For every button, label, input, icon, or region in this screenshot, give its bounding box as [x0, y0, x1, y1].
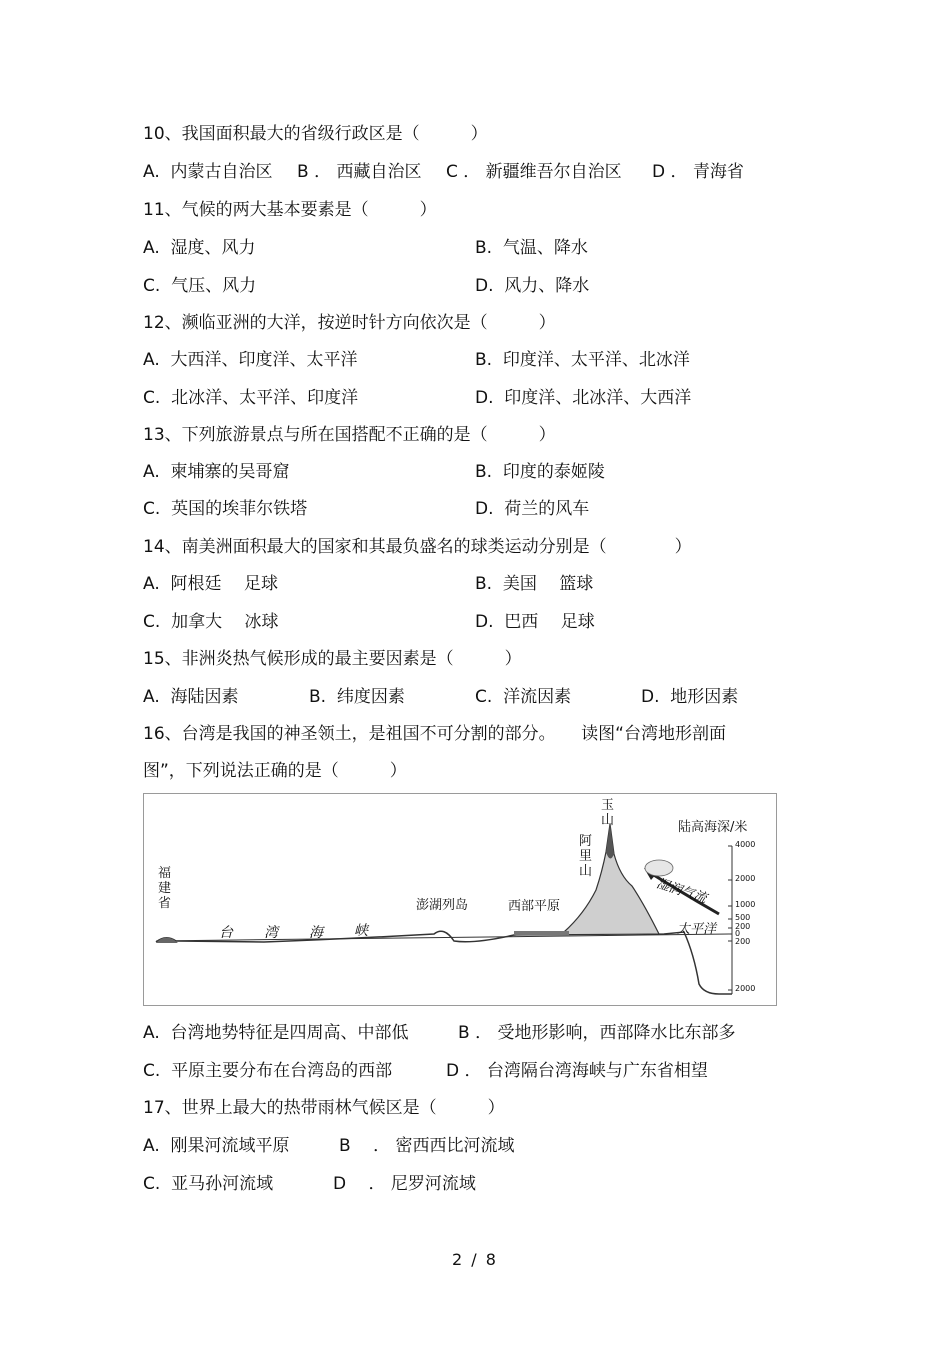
q15-option-a: A. 海陆因素 — [143, 687, 239, 707]
airflow-label: 湿润气流 — [654, 876, 709, 907]
pacific-label: 太平洋 — [677, 922, 717, 937]
q13-option-c: C. 英国的埃菲尔铁塔 — [143, 499, 308, 519]
alishan-label: 阿里山 — [579, 834, 593, 879]
sea-level-line — [156, 934, 729, 941]
east-seabed — [664, 932, 732, 994]
q12-option-b: B. 印度洋、太平洋、北冰洋 — [475, 350, 690, 370]
tick-label: 200 — [735, 937, 751, 946]
q16-option-c: C. 平原主要分布在台湾岛的西部 — [143, 1061, 393, 1081]
q13-option-b: B. 印度的泰姬陵 — [475, 462, 605, 482]
q10-option-d: D ． 青海省 — [652, 162, 744, 182]
q14-option-d: D. 巴西 足球 — [475, 612, 595, 632]
q17-stem: 17、世界上最大的热带雨林气候区是（ ） — [143, 1098, 505, 1118]
plain-label: 西部平原 — [508, 899, 561, 914]
tick-label: 4000 — [735, 840, 756, 849]
tick-label: 1000 — [735, 900, 756, 909]
q16-option-d: D ． 台湾隔台湾海峡与广东省相望 — [446, 1061, 708, 1081]
fujian-label: 福建省 — [158, 866, 172, 911]
q15-option-b: B. 纬度因素 — [309, 687, 405, 707]
q15-stem: 15、非洲炎热气候形成的最主要因素是（ ） — [143, 649, 522, 669]
q12-option-d: D. 印度洋、北冰洋、大西洋 — [475, 388, 692, 408]
q10-stem: 10、我国面积最大的省级行政区是（ ） — [143, 124, 488, 144]
page-number: 2 / 8 — [452, 1250, 498, 1269]
q16-stem-line2: 图”，下列说法正确的是（ ） — [143, 761, 407, 781]
q15-option-d: D. 地形因素 — [641, 687, 739, 707]
q16-stem-line1: 16、台湾是我国的神圣领土，是祖国不可分割的部分。 读图“台湾地形剖面 — [143, 724, 726, 744]
q15-option-c: C. 洋流因素 — [475, 687, 572, 707]
taiwan-terrain-profile-figure — [143, 793, 777, 1006]
tick-label: 0 — [735, 929, 741, 938]
q10-option-b: B ． 西藏自治区 — [297, 162, 422, 182]
strait-char: 峡 — [354, 923, 368, 939]
q16-option-b: B ． 受地形影响，西部降水比东部多 — [458, 1023, 736, 1043]
q14-stem: 14、南美洲面积最大的国家和其最负盛名的球类运动分别是（ ） — [143, 537, 692, 557]
q16-option-a: A. 台湾地势特征是四周高、中部低 — [143, 1023, 409, 1043]
q17-option-a: A. 刚果河流域平原 — [143, 1136, 290, 1156]
q10-option-a: A. 内蒙古自治区 — [143, 162, 273, 182]
strait-char: 台 — [219, 925, 233, 941]
axis-title: 陆高海深/米 — [678, 820, 748, 835]
q11-stem: 11、气候的两大基本要素是（ ） — [143, 200, 437, 220]
q11-option-c: C. 气压、风力 — [143, 276, 257, 296]
q13-stem: 13、下列旅游景点与所在国搭配不正确的是（ ） — [143, 425, 556, 445]
q14-option-a: A. 阿根廷 足球 — [143, 574, 278, 594]
western-plain-strip — [514, 931, 569, 935]
yushan-label: 玉山 — [601, 798, 615, 828]
q11-option-a: A. 湿度、风力 — [143, 238, 256, 258]
strait-char: 湾 — [264, 925, 278, 941]
q12-option-c: C. 北冰洋、太平洋、印度洋 — [143, 388, 359, 408]
q11-option-b: B. 气温、降水 — [475, 238, 588, 258]
tick-label: 2000 — [735, 984, 756, 993]
tick-label: 500 — [735, 913, 751, 922]
q10-option-c: C ． 新疆维吾尔自治区 — [446, 162, 622, 182]
q11-option-d: D. 风力、降水 — [475, 276, 590, 296]
q14-option-b: B. 美国 篮球 — [475, 574, 594, 594]
q13-option-a: A. 柬埔寨的吴哥窟 — [143, 462, 290, 482]
tick-label: 200 — [735, 922, 751, 931]
q17-option-b: B ． 密西西比河流域 — [339, 1136, 515, 1156]
q13-option-d: D. 荷兰的风车 — [475, 499, 590, 519]
q12-option-a: A. 大西洋、印度洋、太平洋 — [143, 350, 358, 370]
q17-option-d: D ． 尼罗河流域 — [333, 1174, 476, 1194]
q12-stem: 12、濒临亚洲的大洋，按逆时针方向依次是（ ） — [143, 313, 556, 333]
tick-label: 2000 — [735, 874, 756, 883]
q14-option-c: C. 加拿大 冰球 — [143, 612, 279, 632]
penghu-label: 澎湖列岛 — [416, 898, 469, 913]
q17-option-c: C. 亚马孙河流域 — [143, 1174, 274, 1194]
strait-char: 海 — [309, 925, 323, 941]
